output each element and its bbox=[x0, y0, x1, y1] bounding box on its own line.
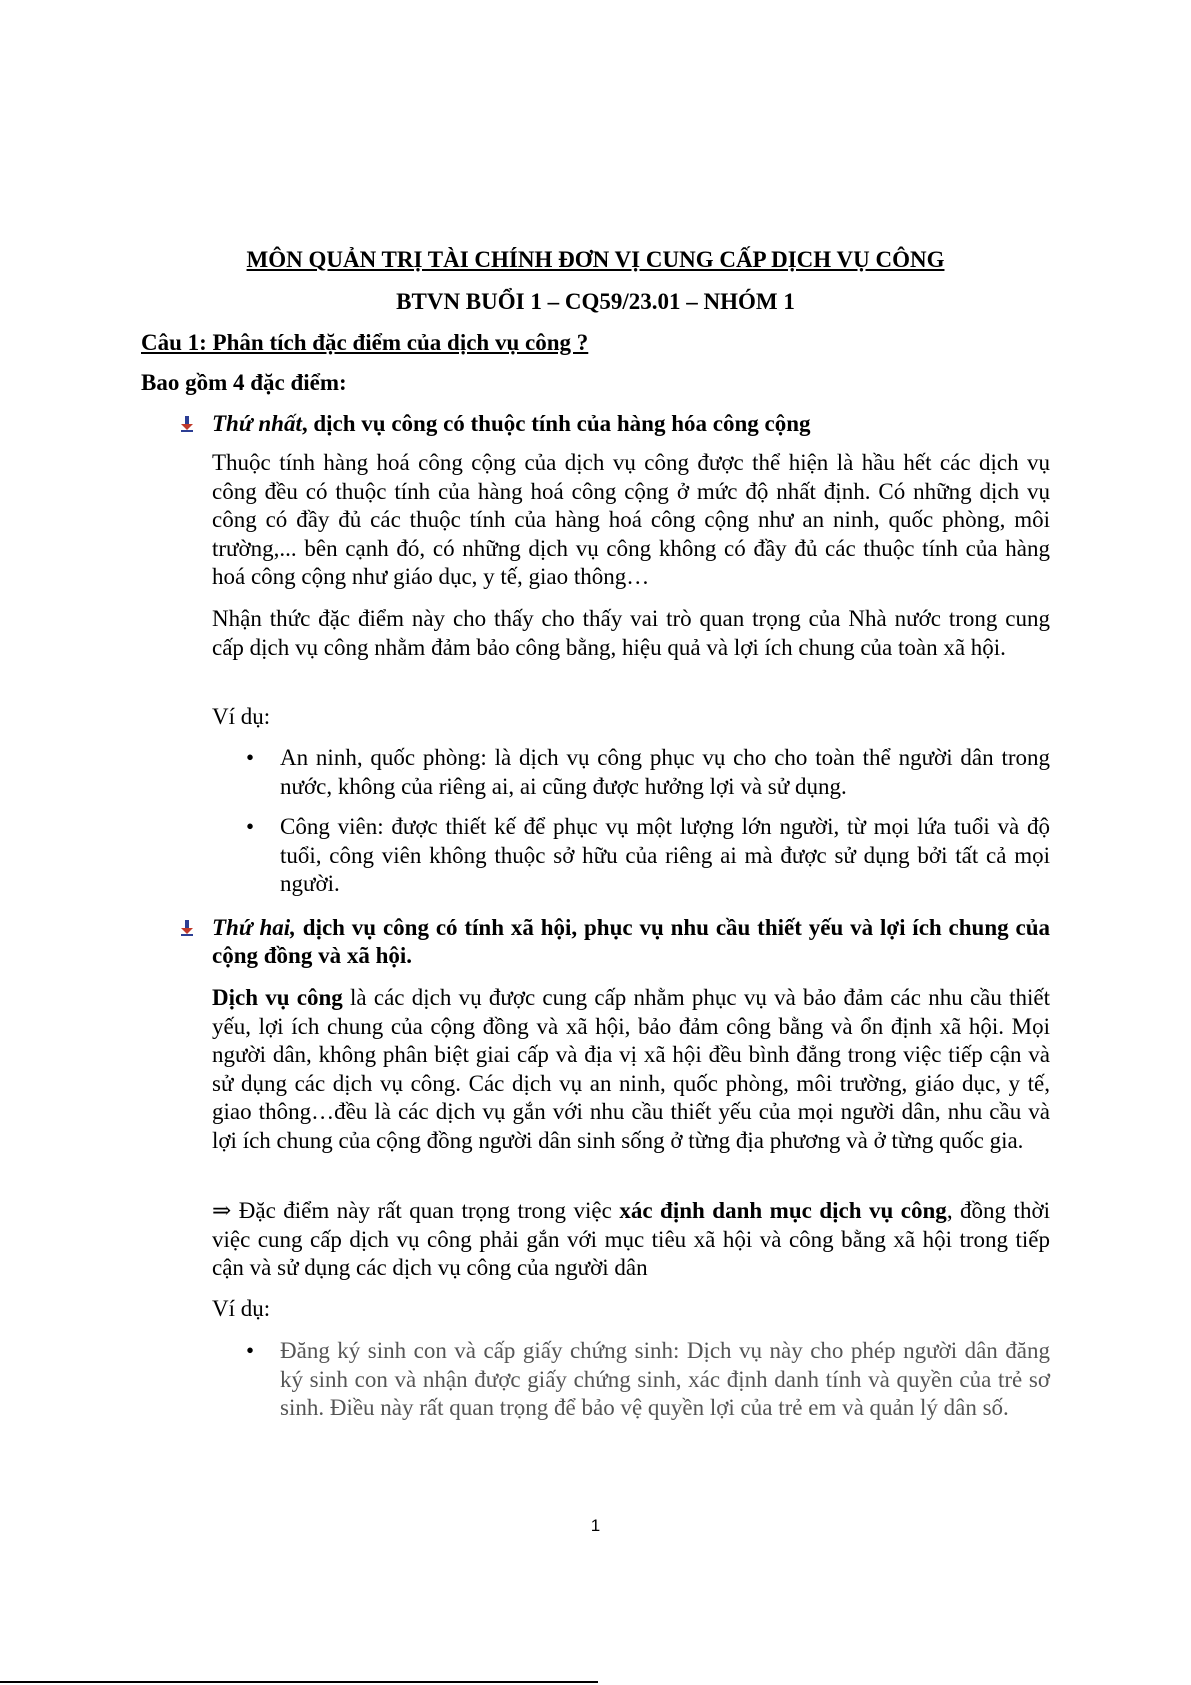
point-1-paragraph-1: Thuộc tính hàng hoá công cộng của dịch vụ công được thể hiện là hầu hết các dịch vụ công đều có thuộc tính của hàng hoá công cộng ở mức độ nhất định. Có những dịch vụ công có đầy đủ các thuộc tính của hàng hoá công cộng như an ninh, quốc phòng, môi trường,... bên cạnh đó, có những dịch vụ công không có đầy đủ các thuộc tính của hàng hoá công cộng như giáo dục, y tế, giao thông… bbox=[212, 450, 1050, 590]
bullet-dot-icon: • bbox=[246, 745, 255, 770]
point-2-paragraph-2-bold: xác định danh mục dịch vụ công bbox=[619, 1198, 947, 1223]
point-2-paragraph-1 bbox=[212, 984, 1050, 1156]
bullet-dot-icon: • bbox=[246, 1338, 255, 1363]
footer-divider bbox=[0, 1681, 598, 1683]
down-arrow-bullet-icon bbox=[180, 416, 194, 432]
intro-heading: Bao gồm 4 đặc điểm: bbox=[141, 370, 347, 395]
point-1-title: , dịch vụ công có thuộc tính của hàng hóa công cộng bbox=[301, 411, 811, 436]
point-2-title: dịch vụ công có tính xã hội, phục vụ nhu cầu thiết yếu và lợi ích chung của cộng đồng và xã hội. bbox=[212, 915, 1050, 968]
point-2-paragraph-1-text: là các dịch vụ được cung cấp nhằm phục vụ và bảo đảm các nhu cầu thiết yếu, lợi ích chung của cộng đồng và xã hội, bảo đảm công bằng và ổn định xã hội. Mọi người dân, không phân biệt giai cấp và địa vị xã hội đều bình đẳng trong việc tiếp cận và sử dụng các dịch vụ công. Các dịch vụ an ninh, quốc phòng, môi trường, giáo dục, y tế, giao thông…đều là các dịch vụ gắn với nhu cầu thiết yếu của mọi người dân, nhu cầu và lợi ích chung của cộng đồng người dân sinh sống ở từng địa phương và ở từng quốc gia. bbox=[212, 985, 1051, 1153]
document-title: MÔN QUẢN TRỊ TÀI CHÍNH ĐƠN VỊ CUNG CẤP DỊCH VỤ CÔNG bbox=[246, 247, 945, 272]
point-2-bold-term: Dịch vụ công bbox=[212, 985, 343, 1010]
down-arrow-bullet-icon bbox=[180, 920, 194, 936]
point-2-paragraph-2 bbox=[212, 1197, 1050, 1283]
point-2-paragraph-2-text: , đồng thời việc cung cấp dịch vụ công phải gắn với mục tiêu xã hội và công bằng xã hội trong tiếp cận và sử dụng các dịch vụ công của người dân bbox=[212, 1198, 1050, 1281]
point-2-example-label: Ví dụ: bbox=[212, 1296, 271, 1321]
point-2-heading bbox=[180, 914, 1050, 970]
document-subtitle: BTVN BUỔI 1 – CQ59/23.01 – NHÓM 1 bbox=[396, 289, 795, 314]
point-1-lead: Thứ nhất bbox=[212, 411, 302, 436]
point-1-example-2 bbox=[246, 813, 1050, 899]
list-item-text: Đăng ký sinh con và cấp giấy chứng sinh: Dịch vụ này cho phép người dân đăng ký sinh con và nhận được giấy chứng sinh, xác định danh tính và quyền của trẻ sơ sinh. Điều này rất quan trọng để bảo vệ quyền lợi của trẻ em và quản lý dân số. bbox=[280, 1338, 1050, 1421]
point-1-example-1 bbox=[246, 744, 1050, 801]
point-2-lead: Thứ hai, bbox=[212, 915, 296, 940]
point-2-paragraph-2-prefix: ⇒ Đặc điểm này rất quan trọng trong việc bbox=[212, 1198, 620, 1223]
list-item-text: An ninh, quốc phòng: là dịch vụ công phục vụ cho cho toàn thể người dân trong nước, không của riêng ai, ai cũng được hưởng lợi và sử dụng. bbox=[280, 745, 1050, 799]
bullet-dot-icon: • bbox=[246, 814, 255, 839]
question-heading: Câu 1: Phân tích đặc điểm của dịch vụ công ? bbox=[141, 330, 589, 355]
list-item-text: Công viên: được thiết kế để phục vụ một lượng lớn người, từ mọi lứa tuổi và độ tuổi, công viên không thuộc sở hữu của riêng ai mà được sử dụng bởi tất cả mọi người. bbox=[280, 814, 1050, 897]
page-number: 1 bbox=[590, 1516, 601, 1535]
point-1-heading bbox=[180, 410, 1050, 438]
point-1-paragraph-2: Nhận thức đặc điểm này cho thấy cho thấy vai trò quan trọng của Nhà nước trong cung cấp dịch vụ công nhằm đảm bảo công bằng, hiệu quả và lợi ích chung của toàn xã hội. bbox=[212, 606, 1050, 660]
point-2-example-1 bbox=[246, 1337, 1050, 1423]
point-1-example-label: Ví dụ: bbox=[212, 704, 271, 729]
